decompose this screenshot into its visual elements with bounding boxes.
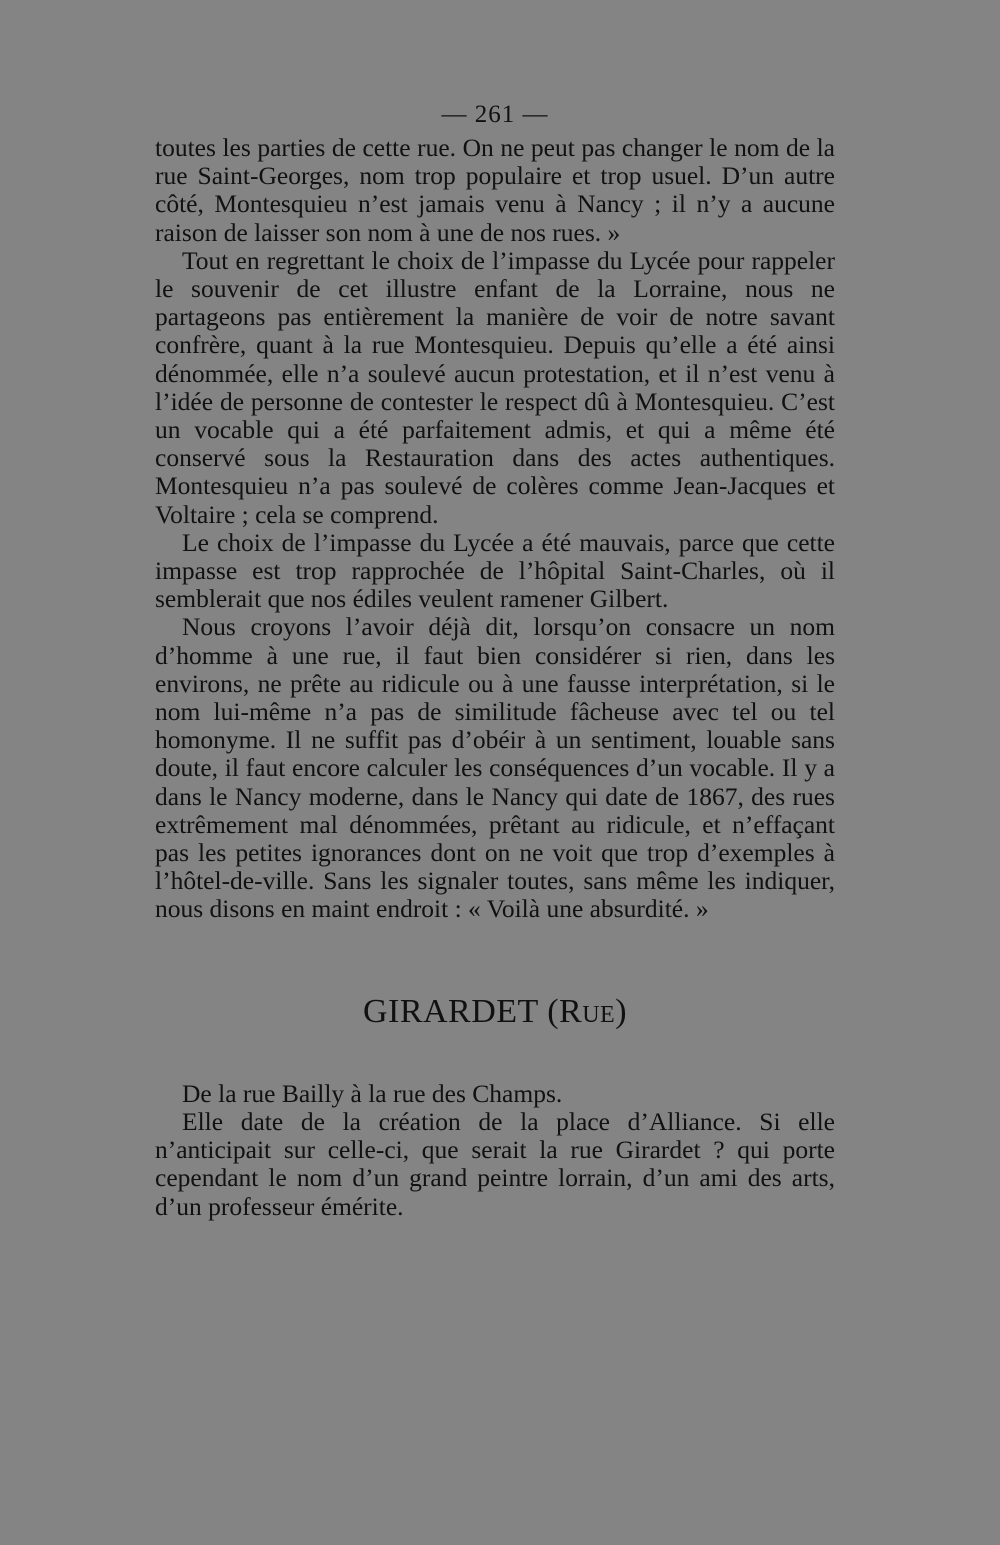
section-paragraph-1: De la rue Bailly à la rue des Champs. <box>182 1078 563 1108</box>
body-text <box>155 134 835 924</box>
paragraph-1: toutes les parties de cette rue. On ne peut pas changer le nom de la rue Saint-Georges, nom trop populaire et trop usuel. D’un autre côté, Montesquieu n’est jamais venu à Nancy ; il n’y a aucune raison de laisser son nom à une de nos rues. » <box>155 133 835 247</box>
section-title-main: GIRARDET <box>362 992 539 1030</box>
paragraph-2: Tout en regrettant le choix de l’impasse du Lycée pour rappeler le souvenir de cet illustre enfant de la Lorraine, nous ne partageons pas entièrement la manière de voir de notre savant confrère, quant à la rue Montesquieu. Depuis qu’elle a été ainsi dénommée, elle n’a soulevé aucun protestation, et il n’est venu à l’idée de personne de contester le respect dû à Montesquieu. C’est un vocable qui a été parfaitement admis, et qui a même été conservé sous la Restauration dans des actes authentiques. Montesquieu n’a pas soulevé de colères comme Jean-Jacques et Voltaire ; cela se comprend. <box>155 245 835 529</box>
section-paragraph-2: Elle date de la création de la place d’Alliance. Si elle n’anticipait sur celle-ci, que serait la rue Girardet ? qui porte cependant le nom d’un grand peintre lorrain, d’un ami des arts, d’un professeur émérite. <box>155 1106 835 1221</box>
section-title <box>155 992 835 1032</box>
paragraph-4: Nous croyons l’avoir déjà dit, lorsqu’on consacre un nom d’homme à une rue, il faut bien considérer si rien, dans les environs, ne prête au ridicule ou à une fausse interprétation, si le nom lui-même n’a pas de similitude fâcheuse avec tel ou tel homonyme. Il ne suffit pas d’obéir à un sentiment, louable sans doute, il faut encore calculer les conséquences d’un vocable. Il y a dans le Nancy moderne, dans le Nancy qui date de 1867, des rues extrêmement mal dénommées, prêtant au ridicule, et n’effaçant pas les petites ignorances dont on ne voit que trop d’exemples à l’hôtel-de-ville. Sans les signaler toutes, sans même les indiquer, nous disons en maint endroit : « Voilà une absurdité. » <box>155 612 835 924</box>
book-page <box>155 100 835 1221</box>
section-title-sub: (Rue) <box>547 992 628 1030</box>
paragraph-3: Le choix de l’impasse du Lycée a été mauvais, parce que cette impasse est trop rapprochée de l’hôpital Saint-Charles, où il semblerait que nos édiles veulent ramener Gilbert. <box>155 527 835 614</box>
page-number: — 261 — <box>441 101 549 128</box>
section-body <box>155 1080 835 1221</box>
